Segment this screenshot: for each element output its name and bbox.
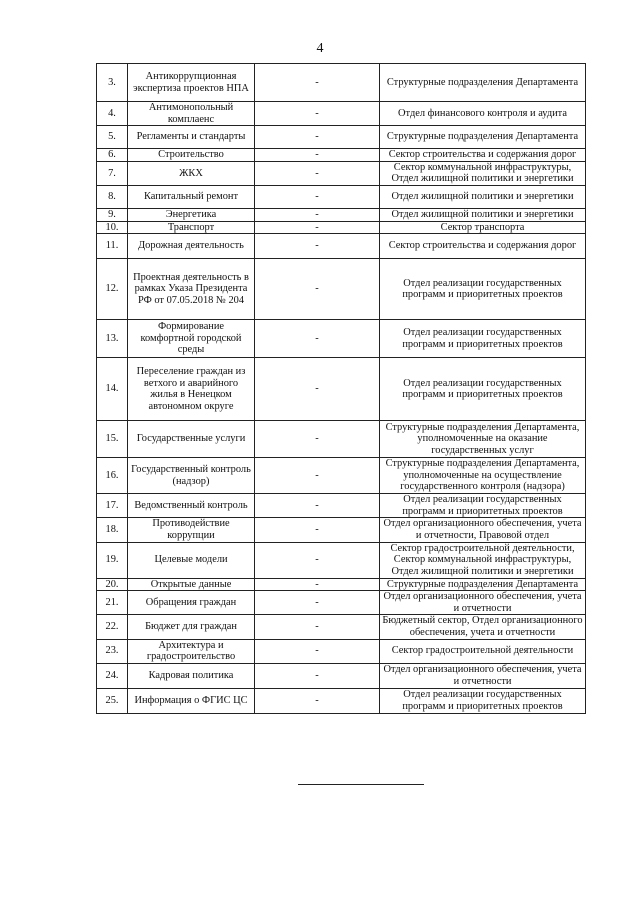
row-mark: - [255, 102, 380, 126]
row-number: 11. [97, 234, 128, 259]
row-number: 9. [97, 208, 128, 221]
row-responsible: Сектор транспорта [380, 221, 586, 234]
row-mark: - [255, 161, 380, 185]
row-area: Дорожная деятельность [128, 234, 255, 259]
row-responsible: Отдел реализации государственных программ и приоритетных проектов [380, 688, 586, 713]
row-mark: - [255, 639, 380, 663]
row-responsible: Отдел финансового контроля и аудита [380, 102, 586, 126]
row-mark: - [255, 208, 380, 221]
row-responsible: Бюджетный сектор, Отдел организационного обеспечения, учета и отчетности [380, 615, 586, 639]
row-number: 8. [97, 185, 128, 208]
row-responsible: Сектор градостроительной деятельности, Сектор коммунальной инфраструктуры, Отдел жилищной политики и энергетики [380, 542, 586, 578]
row-number: 25. [97, 688, 128, 713]
row-number: 16. [97, 458, 128, 494]
row-area: Строительство [128, 149, 255, 162]
row-area: Регламенты и стандарты [128, 126, 255, 149]
row-responsible: Сектор градостроительной деятельности [380, 639, 586, 663]
row-mark: - [255, 185, 380, 208]
row-area: Антимонопольный комплаенс [128, 102, 255, 126]
row-responsible: Отдел организационного обеспечения, учета и отчетности [380, 663, 586, 688]
table-row [97, 421, 586, 458]
row-area: Переселение граждан из ветхого и аварийного жилья в Ненецком автономном округе [128, 358, 255, 421]
row-number: 22. [97, 615, 128, 639]
row-mark: - [255, 663, 380, 688]
row-mark: - [255, 494, 380, 518]
row-number: 19. [97, 542, 128, 578]
row-number: 23. [97, 639, 128, 663]
row-area: Антикоррупционная экспертиза проектов НПА [128, 64, 255, 102]
table-row [97, 208, 586, 221]
row-responsible: Сектор строительства и содержания дорог [380, 234, 586, 259]
row-area: Государственные услуги [128, 421, 255, 458]
table-row [97, 259, 586, 320]
row-responsible: Отдел организационного обеспечения, учета и отчетности, Правовой отдел [380, 518, 586, 542]
row-mark: - [255, 234, 380, 259]
row-area: Открытые данные [128, 578, 255, 591]
table-row [97, 591, 586, 615]
row-number: 21. [97, 591, 128, 615]
row-number: 4. [97, 102, 128, 126]
table-row [97, 639, 586, 663]
row-mark: - [255, 591, 380, 615]
row-area: Противодействие коррупции [128, 518, 255, 542]
row-number: 17. [97, 494, 128, 518]
row-mark: - [255, 126, 380, 149]
row-mark: - [255, 542, 380, 578]
table-row [97, 688, 586, 713]
row-mark: - [255, 259, 380, 320]
row-responsible: Отдел реализации государственных программ и приоритетных проектов [380, 259, 586, 320]
row-mark: - [255, 458, 380, 494]
row-area: Капитальный ремонт [128, 185, 255, 208]
table-row [97, 126, 586, 149]
row-mark: - [255, 615, 380, 639]
row-area: Бюджет для граждан [128, 615, 255, 639]
table-row [97, 185, 586, 208]
row-number: 10. [97, 221, 128, 234]
row-number: 5. [97, 126, 128, 149]
row-number: 13. [97, 320, 128, 358]
row-mark: - [255, 688, 380, 713]
row-area: Проектная деятельность в рамках Указа Президента РФ от 07.05.2018 № 204 [128, 259, 255, 320]
row-area: Кадровая политика [128, 663, 255, 688]
row-number: 18. [97, 518, 128, 542]
row-area: Информация о ФГИС ЦС [128, 688, 255, 713]
row-area: Государственный контроль (надзор) [128, 458, 255, 494]
row-responsible: Отдел реализации государственных программ и приоритетных проектов [380, 320, 586, 358]
table-row [97, 458, 586, 494]
row-number: 7. [97, 161, 128, 185]
row-responsible: Структурные подразделения Департамента [380, 578, 586, 591]
row-area: Обращения граждан [128, 591, 255, 615]
row-responsible: Сектор строительства и содержания дорог [380, 149, 586, 162]
row-area: Формирование комфортной городской среды [128, 320, 255, 358]
row-number: 12. [97, 259, 128, 320]
row-area: Целевые модели [128, 542, 255, 578]
row-number: 14. [97, 358, 128, 421]
row-area: Архитектура и градостроительство [128, 639, 255, 663]
table-row [97, 358, 586, 421]
row-number: 15. [97, 421, 128, 458]
row-responsible: Отдел организационного обеспечения, учета и отчетности [380, 591, 586, 615]
responsibility-table [96, 63, 586, 714]
row-area: Транспорт [128, 221, 255, 234]
row-mark: - [255, 421, 380, 458]
row-area: ЖКХ [128, 161, 255, 185]
table-row [97, 149, 586, 162]
closing-rule [298, 784, 424, 785]
table-body [97, 64, 586, 714]
row-mark: - [255, 578, 380, 591]
table-row [97, 615, 586, 639]
row-mark: - [255, 221, 380, 234]
table-row [97, 64, 586, 102]
row-number: 24. [97, 663, 128, 688]
row-area: Энергетика [128, 208, 255, 221]
table-row [97, 221, 586, 234]
row-number: 6. [97, 149, 128, 162]
table-row [97, 161, 586, 185]
row-responsible: Структурные подразделения Департамента [380, 126, 586, 149]
table-row [97, 578, 586, 591]
row-area: Ведомственный контроль [128, 494, 255, 518]
row-mark: - [255, 64, 380, 102]
row-responsible: Отдел реализации государственных программ и приоритетных проектов [380, 494, 586, 518]
row-mark: - [255, 149, 380, 162]
row-responsible: Структурные подразделения Департамента, уполномоченные на оказание государственных услуг [380, 421, 586, 458]
row-number: 3. [97, 64, 128, 102]
page-number: 4 [316, 41, 324, 56]
table-row [97, 234, 586, 259]
table-row [97, 494, 586, 518]
row-responsible: Отдел жилищной политики и энергетики [380, 185, 586, 208]
row-responsible: Отдел реализации государственных программ и приоритетных проектов [380, 358, 586, 421]
row-number: 20. [97, 578, 128, 591]
table-row [97, 663, 586, 688]
row-responsible: Сектор коммунальной инфраструктуры, Отдел жилищной политики и энергетики [380, 161, 586, 185]
row-mark: - [255, 320, 380, 358]
row-responsible: Структурные подразделения Департамента, уполномоченные на осуществление государственного контроля (надзора) [380, 458, 586, 494]
table-row [97, 542, 586, 578]
table-row [97, 518, 586, 542]
row-responsible: Отдел жилищной политики и энергетики [380, 208, 586, 221]
table-row [97, 320, 586, 358]
row-mark: - [255, 358, 380, 421]
row-responsible: Структурные подразделения Департамента [380, 64, 586, 102]
table-row [97, 102, 586, 126]
row-mark: - [255, 518, 380, 542]
